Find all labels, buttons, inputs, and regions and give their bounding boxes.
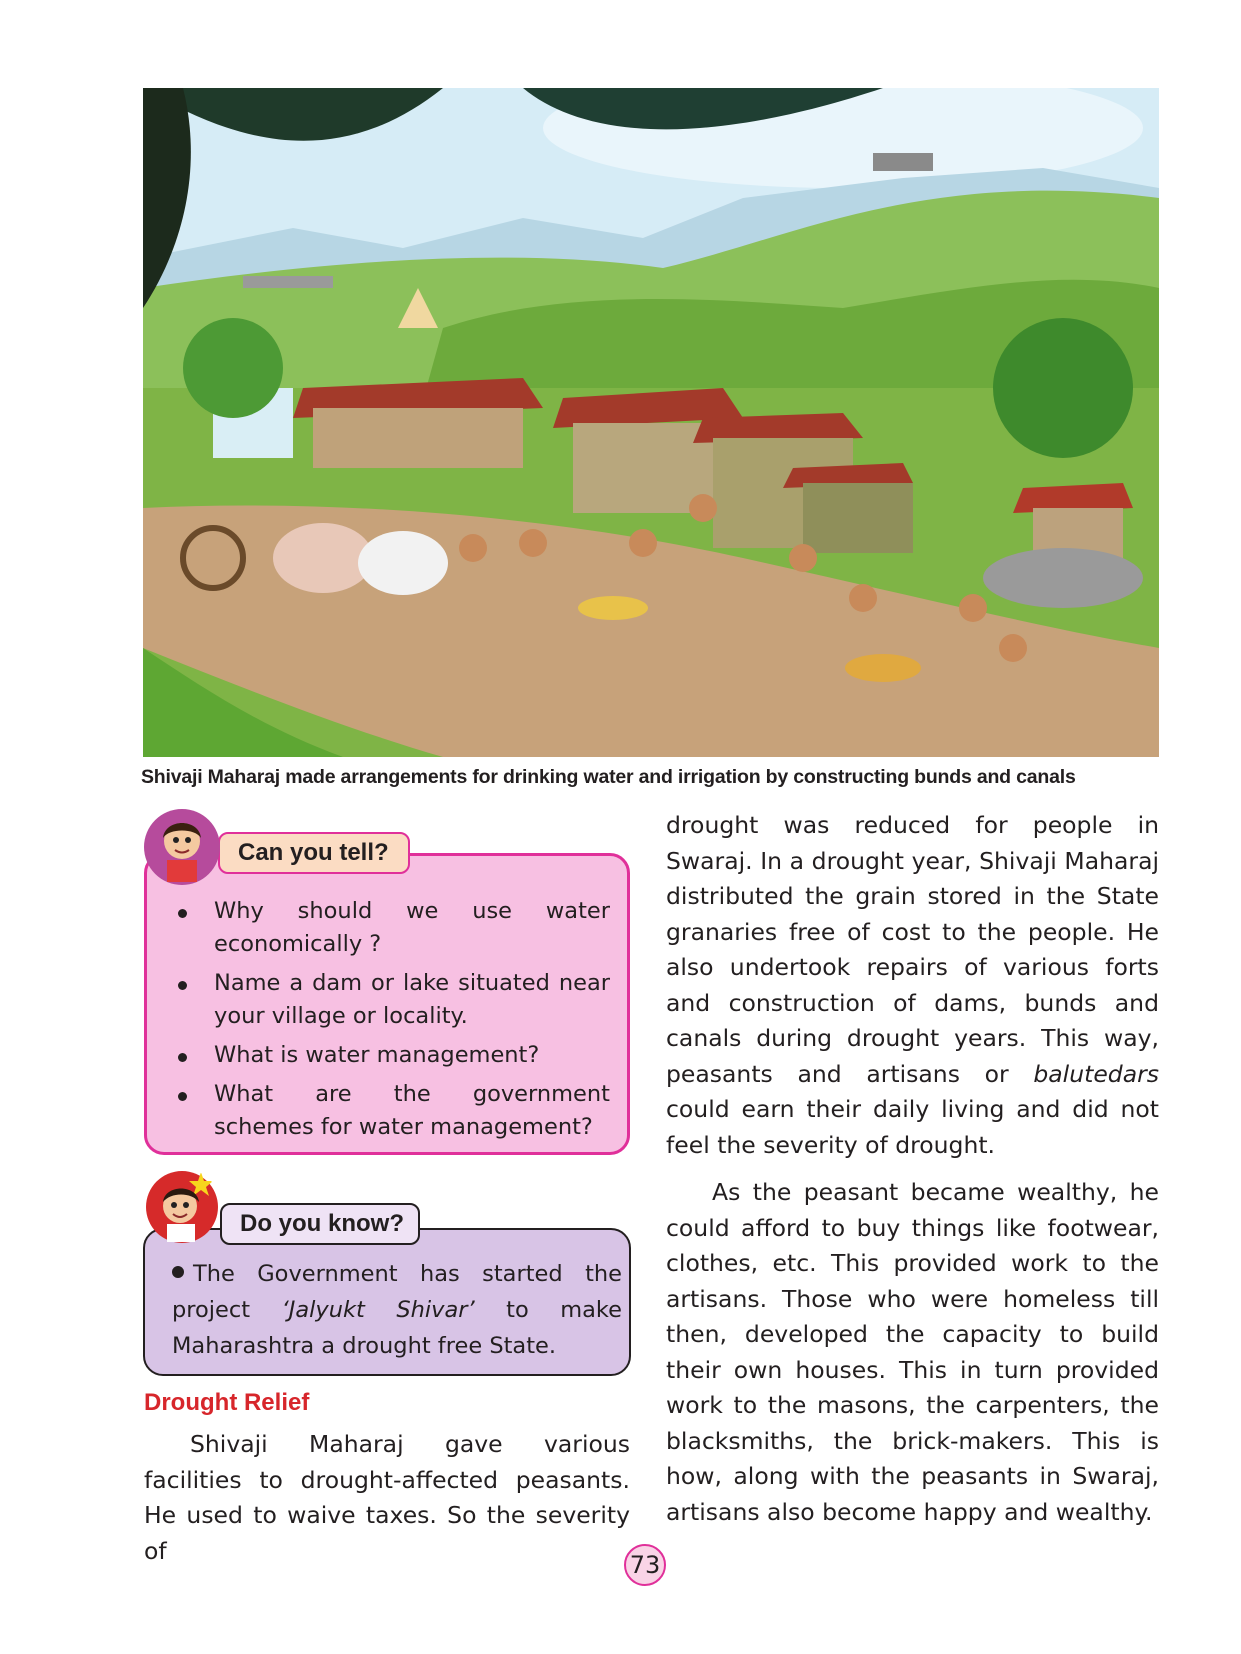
right-paragraph-2: As the peasant became wealthy, he could afford to buy things like footwear, clothes, etc. This provided work to the artisans. Those who were homeless till then, developed the capacity to build their own houses. This in turn provided work to the masons, the carpenters, the blacksmiths, the brick-makers. This is how, along with the peasants in Swaraj, artisans also become happy and wealthy. [666, 1178, 1159, 1526]
boy-avatar-icon [143, 1168, 221, 1246]
question-item: What is water management? [170, 1039, 610, 1072]
question-item: What are the government schemes for water management? [170, 1078, 610, 1144]
paragraph-text: could earn their daily living and did not feel the severity of drought. [666, 1095, 1159, 1159]
girl-avatar-icon [143, 808, 221, 886]
question-item: Name a dam or lake situated near your village or locality. [170, 967, 610, 1033]
can-you-tell-title: Can you tell? [218, 832, 410, 874]
paragraph-text: drought was reduced for people in Swaraj. In a drought year, Shivaji Maharaj distributed the grain stored in the State granaries free of cost to the people. He also undertook repairs of various forts and construction of dams, bunds and canals during drought years. This way, peasants and artisans or [666, 811, 1159, 1088]
village-scene-image [143, 88, 1159, 757]
dam-icon [243, 276, 333, 288]
left-paragraph: Shivaji Maharaj gave various facilities to drought-affected peasants. He used to waive taxes. So the severity of [144, 1430, 630, 1565]
page-number: 73 [624, 1544, 666, 1586]
village-illustration [143, 88, 1159, 757]
figure-caption: Shivaji Maharaj made arrangements for drinking water and irrigation by constructing bunds and canals [141, 766, 1076, 788]
fort-icon [873, 153, 933, 171]
balutedars-term: balutedars [1033, 1059, 1159, 1088]
right-column [666, 808, 1159, 1542]
section-heading: Drought Relief [144, 1389, 310, 1416]
do-you-know-text [172, 1256, 622, 1364]
do-you-know-title: Do you know? [220, 1203, 420, 1245]
can-you-tell-list [170, 895, 610, 1150]
know-text-after: to make Maharashtra a drought free State. [172, 1297, 622, 1359]
well-icon [983, 548, 1143, 608]
villager-figure [849, 584, 877, 612]
bullock-icon [273, 523, 373, 593]
right-paragraph-1 [666, 808, 1159, 1163]
know-text-before: The Government has started the project [172, 1261, 622, 1323]
bullet-icon [172, 1266, 184, 1278]
project-name: ‘Jalyukt Shivar’ [281, 1297, 475, 1323]
question-item: Why should we use water economically ? [170, 895, 610, 961]
